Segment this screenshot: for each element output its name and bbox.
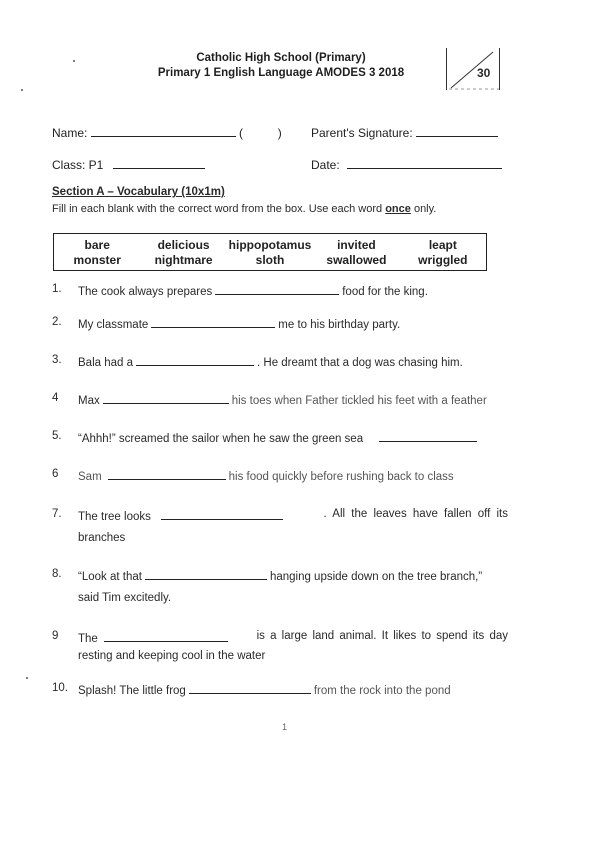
question-text: Bala had a: [78, 357, 133, 369]
paper-title: Primary 1 English Language AMODES 3 2018: [157, 67, 405, 79]
class-blank[interactable]: [113, 156, 205, 169]
question-text-end: his food quickly before rushing back to class: [228, 471, 454, 483]
score-divider-line: [447, 48, 499, 90]
instruction-text-end: only.: [410, 203, 437, 215]
question-text-end: from the rock into the pond: [313, 685, 451, 697]
question-number: 1.: [52, 283, 62, 295]
question-number: 6: [52, 468, 59, 480]
stray-mark: [21, 89, 23, 91]
question-number: 8.: [52, 568, 62, 580]
score-box: [446, 48, 500, 90]
question-number: 10.: [52, 682, 68, 694]
question-text-continued: branches: [78, 532, 126, 544]
stray-mark: [73, 60, 75, 62]
question-text-end: is a large land animal. It likes to spend its day: [256, 630, 508, 642]
question-4: [78, 392, 487, 407]
question-2: [78, 316, 400, 331]
register-paren-close: ): [277, 126, 282, 140]
question-text-continued: said Tim excitedly.: [78, 592, 172, 604]
word-option: bare: [84, 238, 110, 252]
instruction-emphasis: once: [385, 203, 411, 215]
word-box: [53, 233, 487, 271]
question-text: The cook always prepares: [78, 286, 213, 298]
question-text-end: . All the leaves have fallen off its: [323, 508, 508, 520]
answer-blank[interactable]: [108, 468, 226, 480]
answer-blank[interactable]: [151, 316, 275, 328]
word-option: hippopotamus: [228, 238, 312, 252]
name-label: Name:: [52, 126, 88, 140]
word-option: leapt: [428, 238, 457, 252]
word-option: invited: [337, 238, 376, 252]
word-box-row-1: [54, 238, 486, 252]
school-name: Catholic High School (Primary): [196, 52, 366, 64]
register-paren-open: (: [239, 126, 244, 140]
answer-blank[interactable]: [145, 568, 267, 580]
question-text-end: his toes when Father tickled his feet with a feather: [231, 395, 487, 407]
answer-blank[interactable]: [161, 508, 283, 520]
word-option: nightmare: [154, 253, 213, 267]
date-label: Date:: [311, 158, 340, 172]
question-5: [78, 430, 480, 445]
question-text-continued: resting and keeping cool in the water: [78, 650, 266, 662]
word-option: sloth: [255, 253, 285, 267]
answer-blank[interactable]: [379, 430, 477, 442]
question-text: “Look at that: [78, 571, 142, 583]
signature-label: Parent's Signature:: [311, 126, 413, 140]
answer-blank[interactable]: [104, 630, 228, 642]
question-6: [78, 468, 454, 483]
question-text-end: hanging upside down on the tree branch,”: [269, 571, 483, 583]
question-text: The: [78, 633, 98, 645]
question-10: [78, 682, 451, 697]
question-7: [78, 508, 508, 544]
total-marks: 30: [477, 66, 491, 80]
question-number: 7.: [52, 508, 62, 520]
question-3: [78, 354, 463, 369]
question-number: 3.: [52, 354, 62, 366]
question-text: The tree looks: [78, 511, 151, 523]
question-1: [78, 283, 428, 298]
question-8: [78, 568, 482, 604]
signature-blank[interactable]: [416, 124, 498, 137]
word-option: swallowed: [326, 253, 387, 267]
name-blank[interactable]: [91, 124, 236, 137]
question-text-end: me to his birthday party.: [278, 319, 401, 331]
answer-blank[interactable]: [103, 392, 229, 404]
answer-blank[interactable]: [189, 682, 311, 694]
question-text: My classmate: [78, 319, 149, 331]
word-box-row-2: [54, 253, 486, 267]
answer-blank[interactable]: [215, 283, 339, 295]
question-number: 5.: [52, 430, 62, 442]
class-field: [52, 156, 205, 172]
question-text-end: . He dreamt that a dog was chasing him.: [257, 357, 463, 369]
section-instruction: [52, 203, 436, 215]
date-field: [311, 156, 502, 172]
word-option: monster: [73, 253, 121, 267]
question-number: 9: [52, 630, 59, 642]
word-option: wriggled: [418, 253, 468, 267]
date-blank[interactable]: [347, 156, 502, 169]
answer-blank[interactable]: [136, 354, 254, 366]
question-text: Sam: [78, 471, 102, 483]
question-number: 2.: [52, 316, 62, 328]
question-9: [78, 630, 508, 662]
word-option: delicious: [157, 238, 210, 252]
signature-field: [311, 124, 498, 140]
question-text: Splash! The little frog: [78, 685, 186, 697]
name-field: [52, 124, 282, 140]
question-text-end: food for the king.: [342, 286, 428, 298]
instruction-text: Fill in each blank with the correct word from the box. Use each word: [52, 203, 386, 215]
section-title: Section A – Vocabulary (10x1m): [52, 186, 225, 198]
class-label: Class: P1: [52, 158, 104, 172]
page-number: 1: [282, 722, 288, 732]
question-number: 4: [52, 392, 59, 404]
question-text: “Ahhh!” screamed the sailor when he saw the green sea: [78, 433, 364, 445]
stray-mark: [26, 677, 28, 679]
question-text: Max: [78, 395, 100, 407]
